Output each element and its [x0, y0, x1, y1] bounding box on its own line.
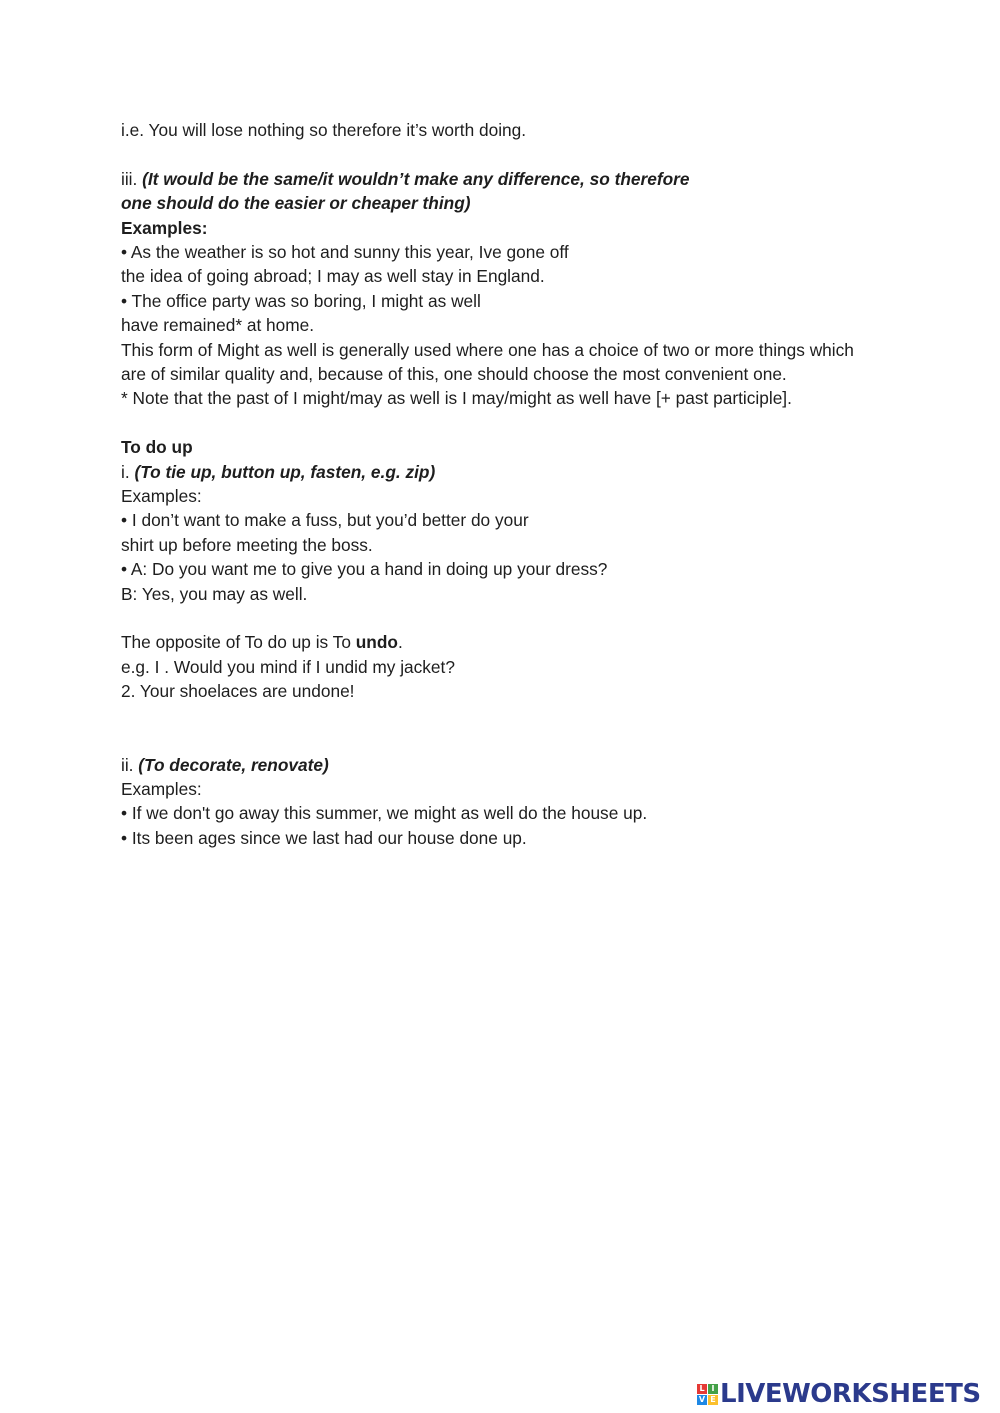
example-line: • I don’t want to make a fuss, but you’d better do your	[121, 510, 529, 531]
logo-tile: L	[697, 1384, 707, 1394]
example-line: have remained* at home.	[121, 315, 315, 336]
spacer	[121, 606, 866, 630]
opposite-prefix: The opposite of To do up is To	[121, 632, 356, 653]
liveworksheets-logo-icon	[697, 1384, 718, 1405]
section-iii-definition-line1	[121, 167, 866, 191]
spacer	[121, 142, 866, 166]
section-iii-definition-line2: one should do the easier or cheaper thing)	[121, 193, 471, 214]
example-line: B: Yes, you may as well.	[121, 583, 308, 604]
example-line: • As the weather is so hot and sunny this year, Ive gone off	[121, 242, 569, 263]
liveworksheets-logo-text: LIVEWORKSHEETS	[720, 1379, 981, 1409]
spacer	[121, 411, 866, 435]
opposite-example-1: e.g. I . Would you mind if I undid my jacket?	[121, 656, 455, 677]
sense-ii-definition: (To decorate, renovate)	[138, 754, 329, 775]
opposite-suffix: .	[397, 632, 403, 653]
example-line: • If we don't go away this summer, we might as well do the house up.	[121, 803, 648, 824]
sense-ii-number: ii.	[121, 754, 139, 775]
example-line: shirt up before meeting the boss.	[121, 534, 373, 555]
logo-tile: I	[708, 1384, 718, 1394]
sense-i-number: i.	[121, 461, 135, 482]
example-line: • Its been ages since we last had our house done up.	[121, 827, 527, 848]
logo-tile: V	[698, 1394, 706, 1404]
logo-tile: E	[708, 1395, 718, 1405]
section-iii-examples-heading: Examples:	[121, 217, 208, 238]
section-iii-explanation: This form of Might as well is generally used where one has a choice of two or more things which are of similar quality and, because of this, one should choose the most convenient one.	[121, 339, 854, 385]
section-iii-number: iii.	[121, 168, 143, 189]
sense-ii-definition-line	[121, 753, 866, 777]
document-page	[121, 118, 866, 850]
example-line: • A: Do you want me to give you a hand in doing up your dress?	[121, 559, 608, 580]
sense-i-definition-line	[121, 460, 866, 484]
example-line: • The office party was so boring, I might as well	[121, 290, 481, 311]
spacer	[121, 704, 866, 753]
opposite-example-2: 2. Your shoelaces are undone!	[121, 681, 355, 702]
section-iii-definition: (It would be the same/it wouldn’t make any difference, so therefore	[142, 168, 690, 189]
section-iii-note: * Note that the past of I might/may as well is I may/might as well have [+ past participle].	[121, 388, 792, 409]
to-do-up-heading: To do up	[121, 437, 193, 458]
sense-i-definition: (To tie up, button up, fasten, e.g. zip)	[134, 461, 436, 482]
sense-ii-examples-heading: Examples:	[121, 778, 202, 799]
opposite-line	[121, 630, 866, 654]
example-line: the idea of going abroad; I may as well stay in England.	[121, 266, 545, 287]
sense-i-examples-heading: Examples:	[121, 486, 202, 507]
opposite-word: undo	[355, 632, 398, 653]
liveworksheets-logo	[697, 1378, 981, 1410]
intro-line: i.e. You will lose nothing so therefore it’s worth doing.	[121, 120, 527, 140]
